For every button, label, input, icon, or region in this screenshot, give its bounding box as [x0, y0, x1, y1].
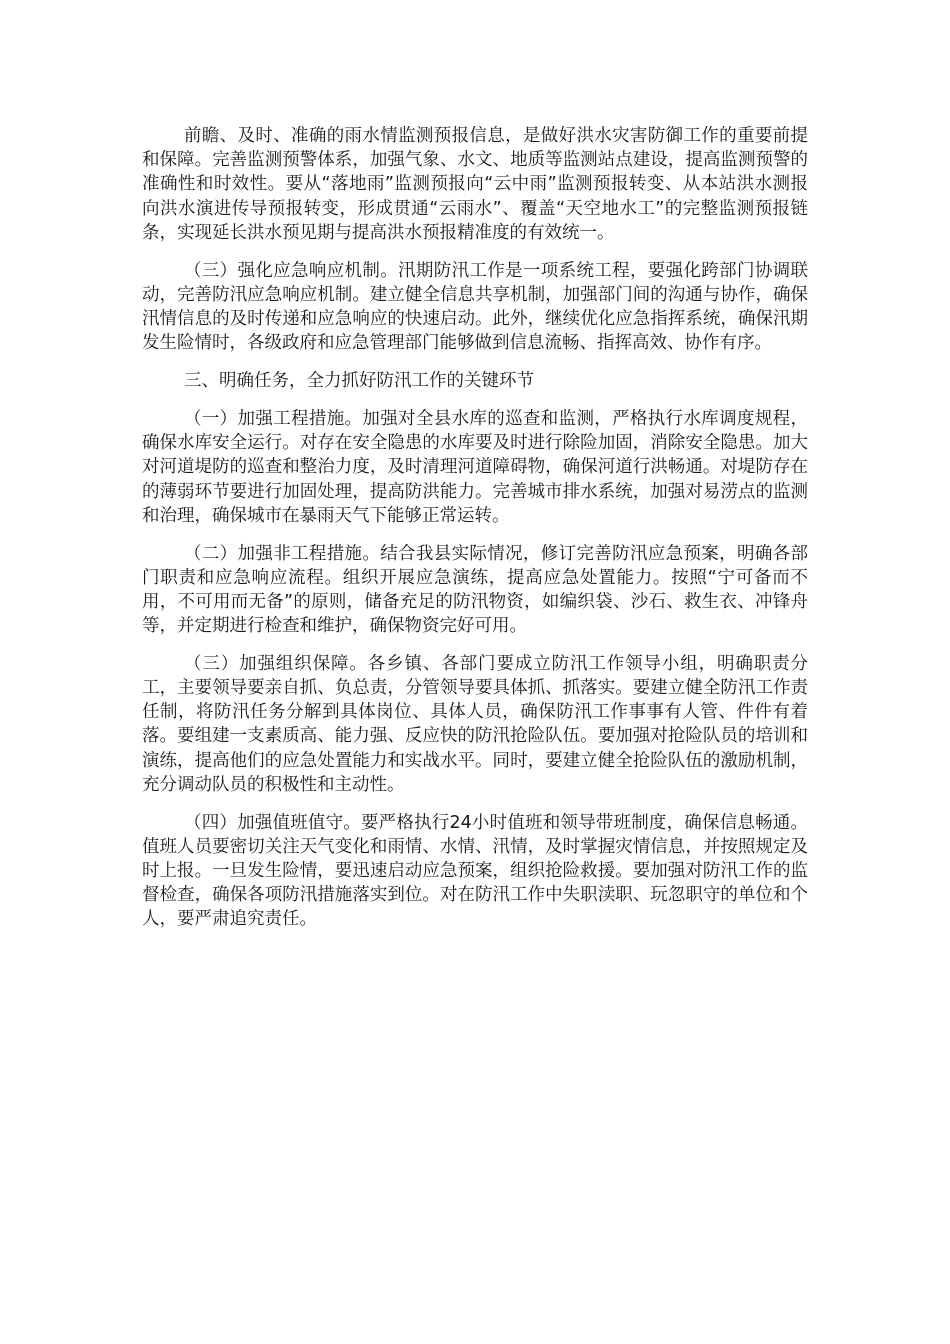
- document-body: [142, 124, 808, 945]
- paragraph-non-engineering-measures: （二）加强非工程措施。结合我县实际情况，修订完善防汛应急预案，明确各部门职责和应急响应流程。组织开展应急演练，提高应急处置能力。按照“宁可备而不用，不可用而无备”的原则，储备充足的防汛物资，如编织袋、沙石、救生衣、冲锋舟等，并定期进行检查和维护，确保物资完好可用。: [142, 543, 808, 637]
- paragraph-monitoring: 前瞻、及时、准确的雨水情监测预报信息，是做好洪水灾害防御工作的重要前提和保障。完善监测预警体系，加强气象、水文、地质等监测站点建设，提高监测预警的准确性和时效性。要从“落地雨”监测预报向“云中雨”监测预报转变、从本站洪水测报向洪水演进传导预报转变，形成贯通“云雨水”、覆盖“天空地水工”的完整监测预报链条，实现延长洪水预见期与提高洪水预报精准度的有效统一。: [142, 126, 808, 243]
- paragraph-duty-shifts: （四）加强值班值守。要严格执行24小时值班和领导带班制度，确保信息畅通。值班人员要密切关注天气变化和雨情、水情、汛情，及时掌握灾情信息，并按照规定及时上报。一旦发生险情，要迅速启动应急预案，组织抢险救援。要加强对防汛工作的监督检查，确保各项防汛措施落实到位。对在防汛工作中失职渎职、玩忽职守的单位和个人，要严肃追究责任。: [142, 812, 808, 930]
- paragraph-emergency-response: （三）强化应急响应机制。汛期防汛工作是一项系统工程，要强化跨部门协调联动，完善防汛应急响应机制。建立健全信息共享机制，加强部门间的沟通与协作，确保汛情信息的及时传递和应急响应的快速启动。此外，继续优化应急指挥系统，确保汛期发生险情时，各级政府和应急管理部门能够做到信息流畅、指挥高效、协作有序。: [142, 260, 808, 354]
- section-heading-tasks: 三、明确任务，全力抓好防汛工作的关键环节: [184, 370, 534, 391]
- paragraph-engineering-measures: （一）加强工程措施。加强对全县水库的巡查和监测，严格执行水库调度规程，确保水库安全运行。对存在安全隐患的水库要及时进行除险加固，消除安全隐患。加大对河道堤防的巡查和整治力度，及时清理河道障碍物，确保河道行洪畅通。对堤防存在的薄弱环节要进行加固处理，提高防洪能力。完善城市排水系统，加强对易涝点的监测和治理，确保城市在暴雨天气下能够正常运转。: [142, 409, 808, 526]
- paragraph-organizational-support: （三）加强组织保障。各乡镇、各部门要成立防汛工作领导小组，明确职责分工，主要领导要亲自抓、负总责，分管领导要具体抓、抓落实。要建立健全防汛工作责任制，将防汛任务分解到具体岗位、具体人员，确保防汛工作事事有人管、件件有着落。要组建一支素质高、能力强、反应快的防汛抢险队伍。要加强对抢险队员的培训和演练，提高他们的应急处置能力和实战水平。同时，要建立健全抢险队伍的激励机制，充分调动队员的积极性和主动性。: [142, 653, 808, 795]
